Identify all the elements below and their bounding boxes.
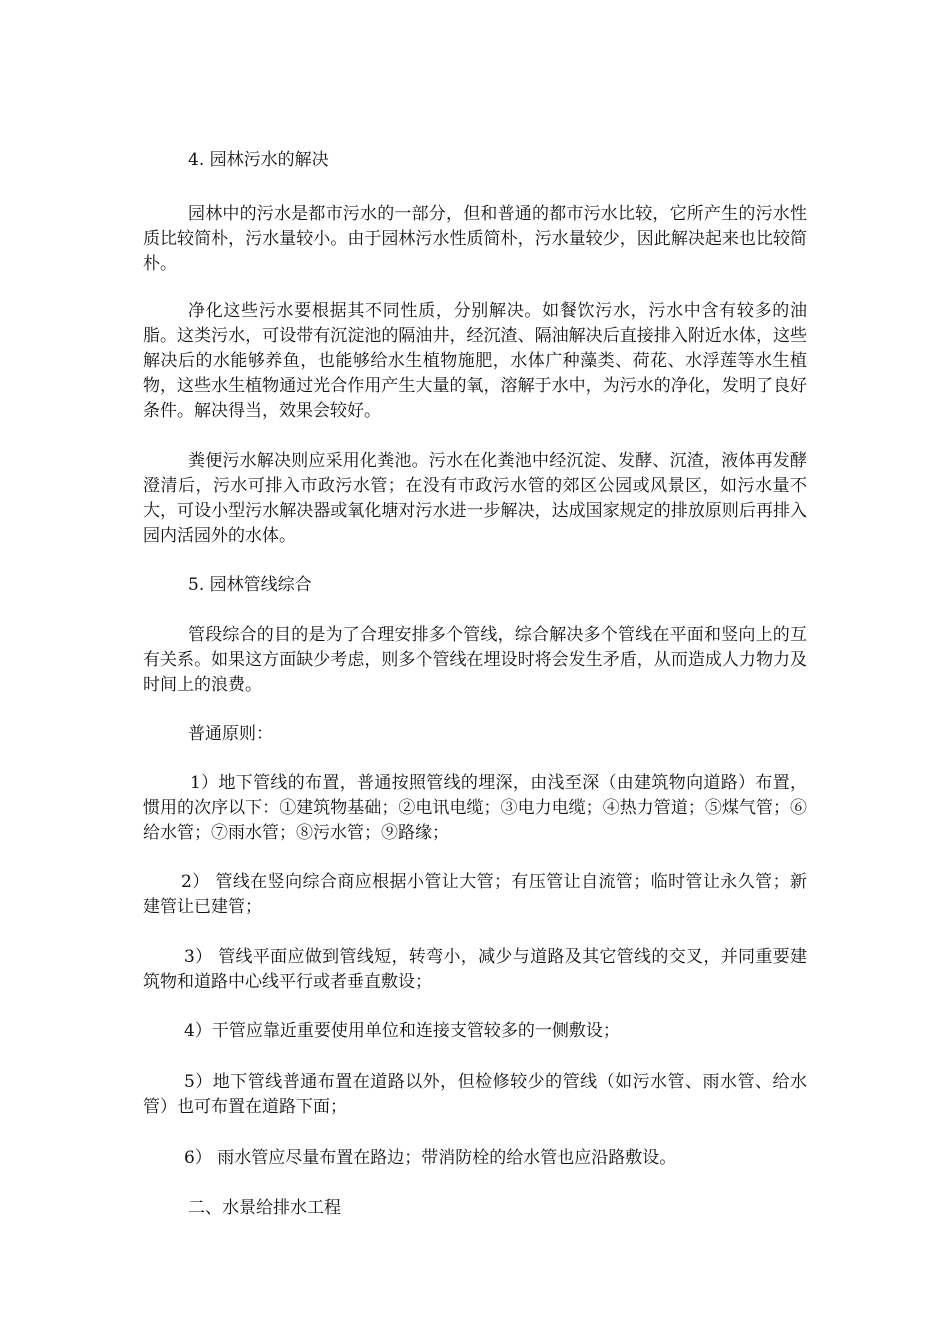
principle-1: 1）地下管线的布置，普通按照管线的埋深，由浅至深（由建筑物向道路）布置，惯用的次序以下：①建筑物基础；②电讯电缆；③电力电缆；④热力管道；⑤煤气管；⑥给水管；⑦雨水管；⑧污水管；⑨路缘；: [143, 773, 807, 843]
principle-2: 2） 管线在竖向综合商应根据小管让大管；有压管让自流管；临时管让永久管；新建管让已建管；: [143, 872, 807, 917]
section-heading-5: 5. 园林管线综合: [188, 575, 312, 595]
section-heading-2: 二、水景给排水工程: [188, 1198, 341, 1218]
principle-6: 6） 雨水管应尽量布置在路边；带消防栓的给水管也应沿路敷设。: [184, 1148, 677, 1168]
paragraph-sewage-treatment: 净化这些污水要根据其不同性质，分别解决。如餐饮污水，污水中含有较多的油脂。这类污水，可设带有沉淀池的隔油井，经沉渣、隔油解决后直接排入附近水体，这些解决后的水能够养鱼，也能够给水生植物施肥，水体广种藻类、荷花、水浮莲等水生植物，这些水生植物通过光合作用产生大量的氧，溶解于水中，为污水的净化，发明了良好条件。解决得当，效果会较好。: [143, 301, 807, 421]
principle-3: 3） 管线平面应做到管线短，转弯小，减少与道路及其它管线的交叉，并同重要建筑物和道路中心线平行或者垂直敷设；: [143, 947, 807, 992]
paragraph-septic-tank: 粪便污水解决则应采用化粪池。污水在化粪池中经沉淀、发酵、沉渣，液体再发酵澄清后，污水可排入市政污水管；在没有市政污水管的郊区公园或风景区，如污水量不大，可设小型污水解决器或氧化塘对污水进一步解决，达成国家规定的排放原则后再排入园内活园外的水体。: [143, 451, 807, 546]
paragraph-pipeline-purpose: 管段综合的目的是为了合理安排多个管线，综合解决多个管线在平面和竖向上的互有关系。如果这方面缺少考虑，则多个管线在埋设时将会发生矛盾，从而造成人力物力及时间上的浪费。: [143, 625, 807, 695]
principles-heading: 普通原则：: [188, 724, 273, 744]
paragraph-sewage-overview: 园林中的污水是都市污水的一部分，但和普通的都市污水比较，它所产生的污水性质比较简朴，污水量较小。由于园林污水性质简朴，污水量较少，因此解决起来也比较简朴。: [143, 204, 807, 274]
section-heading-4: 4. 园林污水的解决: [188, 150, 329, 170]
principle-5: 5）地下管线普通布置在道路以外，但检修较少的管线（如污水管、雨水管、给水管）也可布置在道路下面；: [143, 1072, 807, 1117]
principle-4: 4）干管应靠近重要使用单位和连接支管较多的一侧敷设；: [184, 1021, 620, 1041]
